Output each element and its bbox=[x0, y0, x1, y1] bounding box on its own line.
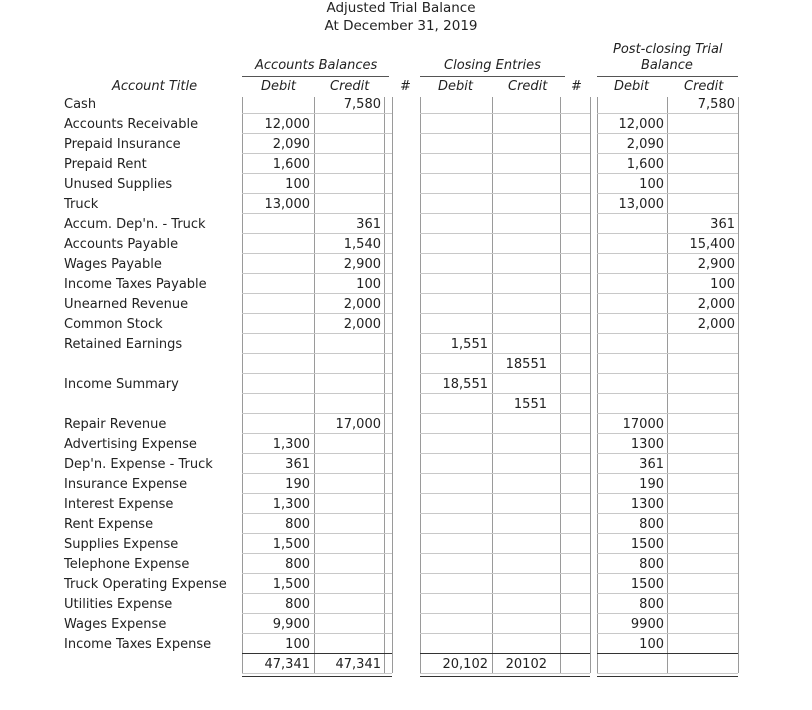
amount-cell-ab-debit: 800 bbox=[285, 557, 310, 572]
ce-header-rule bbox=[420, 76, 565, 77]
pc-header-rule bbox=[597, 76, 738, 77]
amount-cell-ab-debit: 1,500 bbox=[272, 537, 310, 552]
row-rule bbox=[420, 613, 590, 614]
amount-cell-pc-credit: 2,000 bbox=[697, 297, 735, 312]
amount-cell-ab-debit: 1,600 bbox=[272, 157, 310, 172]
ce-debit-header: Debit bbox=[438, 79, 473, 94]
row-rule bbox=[597, 113, 738, 114]
account-name: Prepaid Insurance bbox=[64, 137, 181, 152]
amount-cell-ab-debit: 1,300 bbox=[272, 497, 310, 512]
row-rule bbox=[420, 533, 590, 534]
amount-cell-ce-credit: 1551 bbox=[513, 397, 547, 412]
column-divider bbox=[392, 97, 393, 673]
row-rule bbox=[242, 673, 392, 674]
account-name: Supplies Expense bbox=[64, 537, 179, 552]
amount-cell-ab-credit: 7,580 bbox=[343, 97, 381, 112]
amount-cell-pc-debit: 800 bbox=[639, 597, 664, 612]
row-rule bbox=[242, 453, 392, 454]
column-divider bbox=[314, 97, 315, 673]
row-rule bbox=[242, 353, 392, 354]
row-rule bbox=[597, 473, 738, 474]
row-rule bbox=[242, 633, 392, 634]
amount-cell-ab-debit: 190 bbox=[285, 477, 310, 492]
amount-cell-pc-debit: 1,600 bbox=[626, 157, 664, 172]
amount-cell-pc-debit: 1300 bbox=[630, 497, 664, 512]
amount-cell-ab-debit: 800 bbox=[285, 517, 310, 532]
amount-cell-ab-debit: 9,900 bbox=[272, 617, 310, 632]
row-rule bbox=[597, 253, 738, 254]
row-rule bbox=[420, 273, 590, 274]
column-divider bbox=[420, 97, 421, 673]
amount-cell-pc-debit: 2,090 bbox=[626, 137, 664, 152]
account-name: Unused Supplies bbox=[64, 177, 173, 192]
row-rule bbox=[242, 513, 392, 514]
row-rule bbox=[420, 673, 590, 674]
amount-cell-ab-debit: 100 bbox=[285, 637, 310, 652]
amount-cell-pc-debit: 361 bbox=[639, 457, 664, 472]
account-title-header: Account Title bbox=[112, 79, 198, 94]
amount-cell-pc-credit: 7,580 bbox=[697, 97, 735, 112]
account-name: Insurance Expense bbox=[64, 477, 188, 492]
amount-cell-pc-credit: 2,900 bbox=[697, 257, 735, 272]
account-name: Wages Expense bbox=[64, 617, 167, 632]
row-rule bbox=[242, 293, 392, 294]
total-double-rule bbox=[420, 676, 590, 677]
amount-cell-ab-credit: 17,000 bbox=[335, 417, 381, 432]
row-rule bbox=[597, 653, 738, 654]
amount-cell-ab-debit: 800 bbox=[285, 597, 310, 612]
row-rule bbox=[597, 213, 738, 214]
amount-cell-pc-debit: 1500 bbox=[630, 537, 664, 552]
row-rule bbox=[597, 173, 738, 174]
row-rule bbox=[597, 333, 738, 334]
row-rule bbox=[242, 333, 392, 334]
account-name: Rent Expense bbox=[64, 517, 154, 532]
row-rule bbox=[420, 113, 590, 114]
account-name: Retained Earnings bbox=[64, 337, 183, 352]
row-rule bbox=[242, 313, 392, 314]
row-rule bbox=[597, 553, 738, 554]
account-name: Common Stock bbox=[64, 317, 163, 332]
row-rule bbox=[597, 313, 738, 314]
amount-cell-ab-credit: 2,000 bbox=[343, 297, 381, 312]
row-rule bbox=[242, 533, 392, 534]
pc-credit-header: Credit bbox=[684, 79, 724, 94]
row-rule bbox=[420, 333, 590, 334]
account-name: Income Taxes Expense bbox=[64, 637, 212, 652]
row-rule bbox=[420, 253, 590, 254]
account-name: Telephone Expense bbox=[64, 557, 190, 572]
row-rule bbox=[597, 453, 738, 454]
row-rule bbox=[420, 653, 590, 654]
row-rule bbox=[242, 273, 392, 274]
row-rule bbox=[242, 193, 392, 194]
account-name: Wages Payable bbox=[64, 257, 162, 272]
amount-cell-pc-debit: 13,000 bbox=[618, 197, 664, 212]
amount-cell-ab-debit: 13,000 bbox=[264, 197, 310, 212]
account-name: Accounts Receivable bbox=[64, 117, 199, 132]
amount-cell-pc-debit: 100 bbox=[639, 177, 664, 192]
report-date: At December 31, 2019 bbox=[324, 18, 478, 34]
amount-cell-ab-credit: 100 bbox=[356, 277, 381, 292]
row-rule bbox=[242, 413, 392, 414]
amount-cell-ab-debit: 1,300 bbox=[272, 437, 310, 452]
accounts-balances-header: Accounts Balances bbox=[255, 58, 378, 73]
row-rule bbox=[597, 153, 738, 154]
row-rule bbox=[242, 153, 392, 154]
amount-cell-pc-debit: 17000 bbox=[622, 417, 664, 432]
row-rule bbox=[597, 573, 738, 574]
amount-cell-pc-debit: 1500 bbox=[630, 577, 664, 592]
total-double-rule bbox=[242, 676, 392, 677]
row-rule bbox=[597, 533, 738, 534]
account-name: Truck Operating Expense bbox=[64, 577, 227, 592]
amount-cell-ab-debit: 100 bbox=[285, 177, 310, 192]
total-double-rule bbox=[597, 676, 738, 677]
row-rule bbox=[597, 293, 738, 294]
amount-cell-pc-debit: 9900 bbox=[630, 617, 664, 632]
row-rule bbox=[242, 613, 392, 614]
row-rule bbox=[420, 453, 590, 454]
amount-cell-ab-credit: 2,900 bbox=[343, 257, 381, 272]
total-ce-credit: 20102 bbox=[505, 657, 547, 672]
row-rule bbox=[420, 553, 590, 554]
report-title: Adjusted Trial Balance bbox=[326, 0, 476, 16]
amount-cell-ab-credit: 1,540 bbox=[343, 237, 381, 252]
row-rule bbox=[597, 133, 738, 134]
ab-header-rule bbox=[242, 76, 389, 77]
row-rule bbox=[420, 573, 590, 574]
row-rule bbox=[242, 473, 392, 474]
row-rule bbox=[420, 593, 590, 594]
ce-hash-header: # bbox=[571, 79, 582, 94]
post-closing-header-line2: Balance bbox=[641, 58, 693, 73]
row-rule bbox=[242, 493, 392, 494]
row-rule bbox=[420, 193, 590, 194]
total-ab-debit: 47,341 bbox=[264, 657, 310, 672]
row-rule bbox=[420, 153, 590, 154]
row-rule bbox=[597, 433, 738, 434]
row-rule bbox=[420, 493, 590, 494]
row-rule bbox=[242, 373, 392, 374]
row-rule bbox=[242, 433, 392, 434]
account-name: Interest Expense bbox=[64, 497, 174, 512]
row-rule bbox=[597, 193, 738, 194]
row-rule bbox=[420, 473, 590, 474]
row-rule bbox=[420, 313, 590, 314]
row-rule bbox=[420, 393, 590, 394]
post-closing-header-line1: Post-closing Trial bbox=[613, 42, 723, 57]
row-rule bbox=[420, 413, 590, 414]
ce-credit-header: Credit bbox=[508, 79, 548, 94]
row-rule bbox=[242, 173, 392, 174]
row-rule bbox=[242, 393, 392, 394]
ab-credit-header: Credit bbox=[330, 79, 370, 94]
amount-cell-pc-debit: 100 bbox=[639, 637, 664, 652]
row-rule bbox=[597, 413, 738, 414]
closing-entries-header: Closing Entries bbox=[444, 58, 541, 73]
amount-cell-ab-debit: 2,090 bbox=[272, 137, 310, 152]
account-name: Accounts Payable bbox=[64, 237, 179, 252]
row-rule bbox=[597, 273, 738, 274]
row-rule bbox=[597, 233, 738, 234]
row-rule bbox=[420, 433, 590, 434]
row-rule bbox=[597, 393, 738, 394]
row-rule bbox=[597, 493, 738, 494]
account-name: Unearned Revenue bbox=[64, 297, 189, 312]
account-name: Utilities Expense bbox=[64, 597, 173, 612]
amount-cell-pc-credit: 15,400 bbox=[689, 237, 735, 252]
account-name: Repair Revenue bbox=[64, 417, 167, 432]
amount-cell-pc-debit: 800 bbox=[639, 557, 664, 572]
row-rule bbox=[420, 373, 590, 374]
row-rule bbox=[597, 353, 738, 354]
amount-cell-ce-debit: 1,551 bbox=[450, 337, 488, 352]
row-rule bbox=[242, 593, 392, 594]
row-rule bbox=[242, 113, 392, 114]
column-divider bbox=[492, 97, 493, 673]
row-rule bbox=[597, 513, 738, 514]
column-divider bbox=[597, 97, 598, 673]
row-rule bbox=[420, 213, 590, 214]
amount-cell-ab-debit: 12,000 bbox=[264, 117, 310, 132]
row-rule bbox=[242, 553, 392, 554]
column-divider bbox=[590, 97, 591, 673]
row-rule bbox=[242, 653, 392, 654]
column-divider bbox=[560, 97, 561, 673]
amount-cell-pc-debit: 12,000 bbox=[618, 117, 664, 132]
account-name: Advertising Expense bbox=[64, 437, 197, 452]
amount-cell-pc-credit: 2,000 bbox=[697, 317, 735, 332]
column-divider bbox=[667, 97, 668, 673]
account-name: Income Summary bbox=[64, 377, 179, 392]
row-rule bbox=[242, 233, 392, 234]
amount-cell-pc-credit: 361 bbox=[710, 217, 735, 232]
row-rule bbox=[242, 573, 392, 574]
amount-cell-pc-debit: 1300 bbox=[630, 437, 664, 452]
ab-hash-header: # bbox=[400, 79, 411, 94]
account-name: Income Taxes Payable bbox=[64, 277, 207, 292]
row-rule bbox=[597, 593, 738, 594]
amount-cell-ab-debit: 1,500 bbox=[272, 577, 310, 592]
account-name: Dep'n. Expense - Truck bbox=[64, 457, 213, 472]
column-divider bbox=[738, 97, 739, 673]
amount-cell-pc-debit: 800 bbox=[639, 517, 664, 532]
amount-cell-ab-debit: 361 bbox=[285, 457, 310, 472]
row-rule bbox=[242, 253, 392, 254]
column-divider bbox=[384, 97, 385, 673]
ab-debit-header: Debit bbox=[261, 79, 296, 94]
amount-cell-ab-credit: 2,000 bbox=[343, 317, 381, 332]
pc-debit-header: Debit bbox=[614, 79, 649, 94]
amount-cell-pc-debit: 190 bbox=[639, 477, 664, 492]
amount-cell-ce-credit: 18551 bbox=[505, 357, 547, 372]
row-rule bbox=[420, 293, 590, 294]
total-ab-credit: 47,341 bbox=[335, 657, 381, 672]
amount-cell-ab-credit: 361 bbox=[356, 217, 381, 232]
row-rule bbox=[420, 233, 590, 234]
amount-cell-pc-credit: 100 bbox=[710, 277, 735, 292]
account-name: Prepaid Rent bbox=[64, 157, 147, 172]
total-ce-debit: 20,102 bbox=[442, 657, 488, 672]
row-rule bbox=[597, 613, 738, 614]
account-name: Cash bbox=[64, 97, 97, 112]
row-rule bbox=[242, 213, 392, 214]
row-rule bbox=[242, 133, 392, 134]
row-rule bbox=[597, 673, 738, 674]
amount-cell-ce-debit: 18,551 bbox=[442, 377, 488, 392]
row-rule bbox=[420, 513, 590, 514]
row-rule bbox=[420, 173, 590, 174]
row-rule bbox=[420, 633, 590, 634]
account-name: Accum. Dep'n. - Truck bbox=[64, 217, 206, 232]
column-divider bbox=[242, 97, 243, 673]
row-rule bbox=[420, 133, 590, 134]
row-rule bbox=[597, 633, 738, 634]
row-rule bbox=[420, 353, 590, 354]
row-rule bbox=[597, 373, 738, 374]
account-name: Truck bbox=[64, 197, 99, 212]
